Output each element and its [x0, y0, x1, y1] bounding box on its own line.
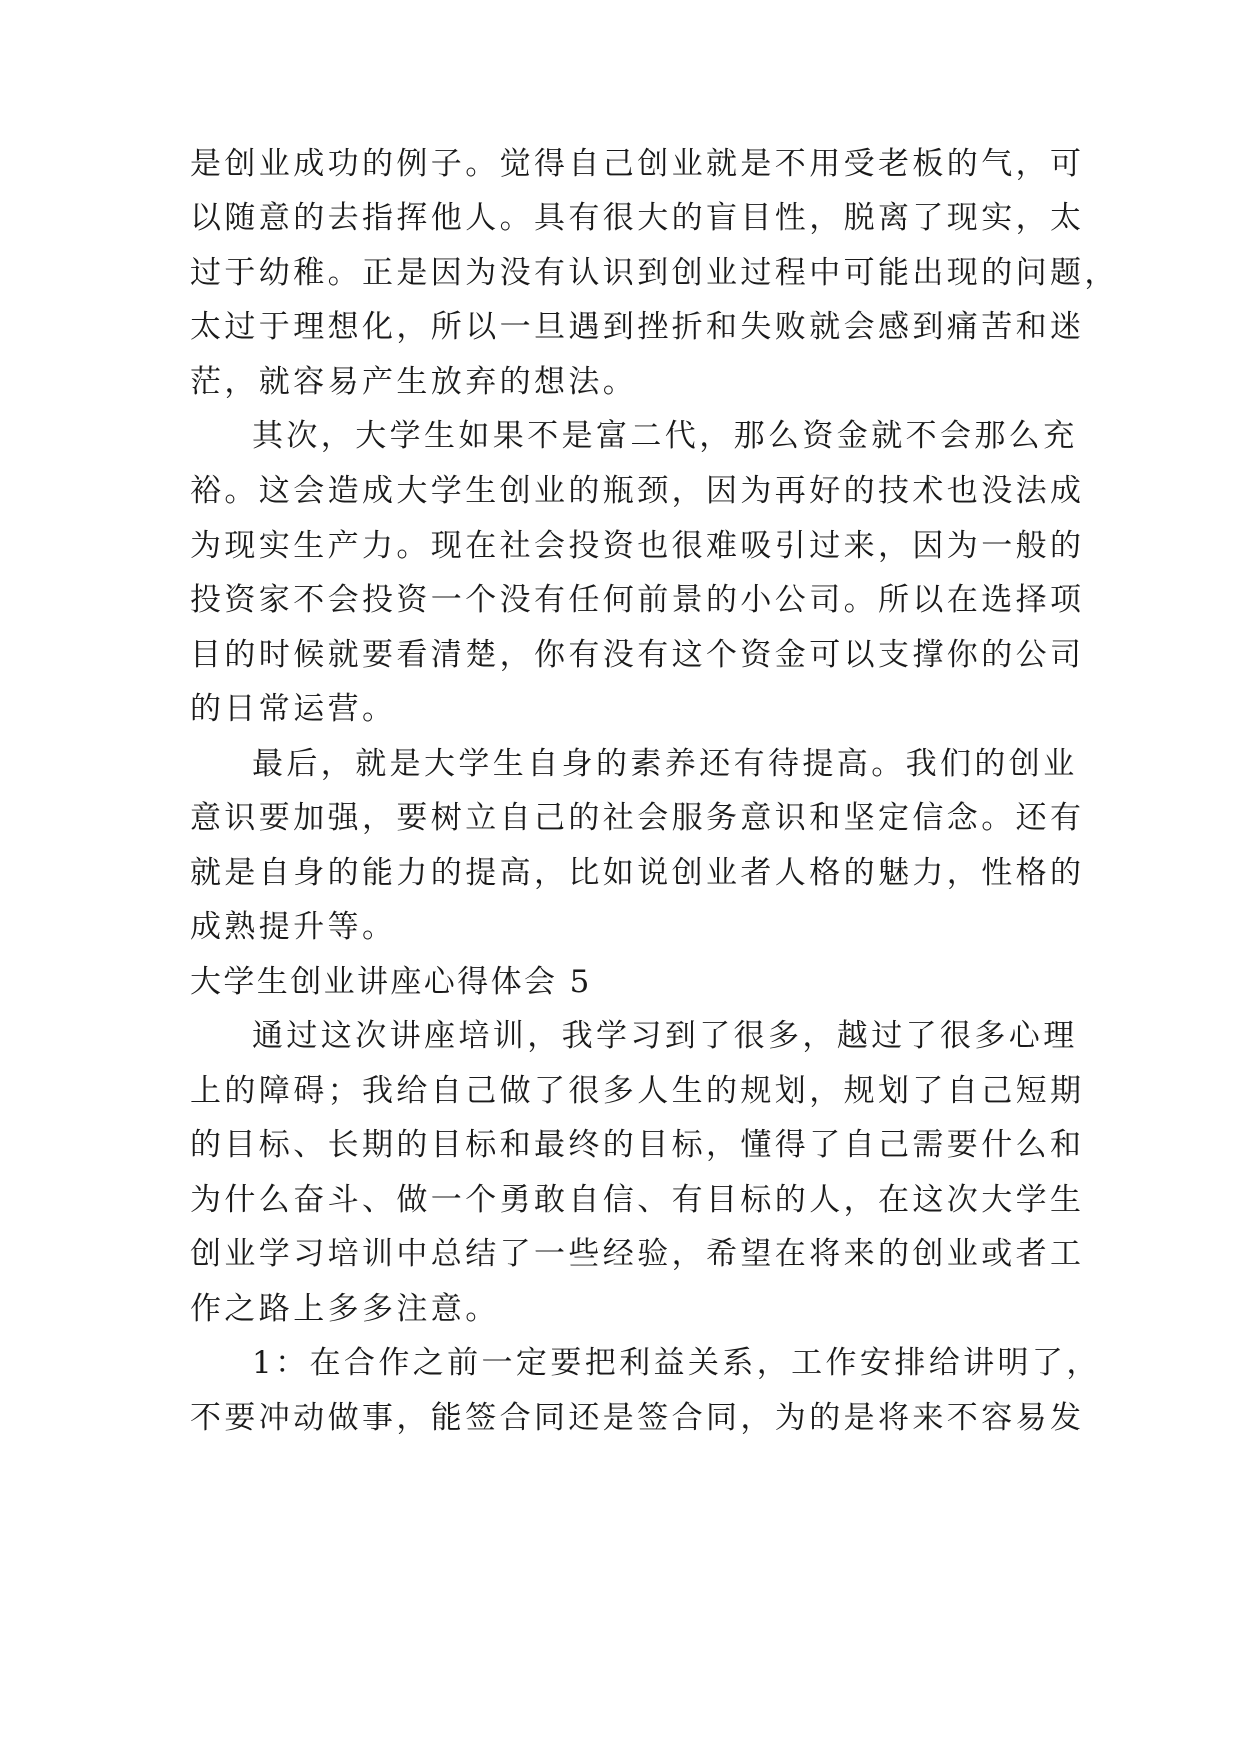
- text-line: 最后，就是大学生自身的素养还有待提高。我们的创业: [252, 746, 1078, 782]
- text-line: 以随意的去指挥他人。具有很大的盲目性，脱离了现实，太: [190, 200, 1085, 236]
- text-line: 1：在合作之前一定要把利益关系，工作安排给讲明了，: [252, 1345, 1101, 1381]
- text-line: 创业学习培训中总结了一些经验，希望在将来的创业或者工: [190, 1236, 1085, 1272]
- text-line: 意识要加强，要树立自己的社会服务意识和坚定信念。还有: [190, 800, 1085, 836]
- text-line: 就是自身的能力的提高，比如说创业者人格的魅力，性格的: [190, 855, 1085, 891]
- text-line: 目的时候就要看清楚，你有没有这个资金可以支撑你的公司: [190, 637, 1085, 673]
- text-line: 过于幼稚。正是因为没有认识到创业过程中可能出现的问题，: [190, 255, 1119, 291]
- text-line: 为什么奋斗、做一个勇敢自信、有目标的人，在这次大学生: [190, 1182, 1085, 1218]
- text-line: 太过于理想化，所以一旦遇到挫折和失败就会感到痛苦和迷: [190, 309, 1085, 345]
- text-line: 为现实生产力。现在社会投资也很难吸引过来，因为一般的: [190, 528, 1085, 564]
- text-line: 不要冲动做事，能签合同还是签合同，为的是将来不容易发: [190, 1400, 1085, 1436]
- text-line: 茫，就容易产生放弃的想法。: [190, 364, 638, 400]
- text-line: 的目标、长期的目标和最终的目标，懂得了自己需要什么和: [190, 1127, 1085, 1163]
- section-heading: 大学生创业讲座心得体会 5: [190, 964, 592, 1000]
- text-line: 其次，大学生如果不是富二代，那么资金就不会那么充: [252, 418, 1078, 454]
- text-line: 裕。这会造成大学生创业的瓶颈，因为再好的技术也没法成: [190, 473, 1085, 509]
- text-line: 成熟提升等。: [190, 909, 397, 945]
- text-line: 的日常运营。: [190, 691, 397, 727]
- text-line: 投资家不会投资一个没有任何前景的小公司。所以在选择项: [190, 582, 1085, 618]
- text-line: 作之路上多多注意。: [190, 1291, 500, 1327]
- text-line: 上的障碍；我给自己做了很多人生的规划，规划了自己短期: [190, 1073, 1085, 1109]
- text-line: 是创业成功的例子。觉得自己创业就是不用受老板的气，可: [190, 146, 1085, 182]
- text-line: 通过这次讲座培训，我学习到了很多，越过了很多心理: [252, 1018, 1078, 1054]
